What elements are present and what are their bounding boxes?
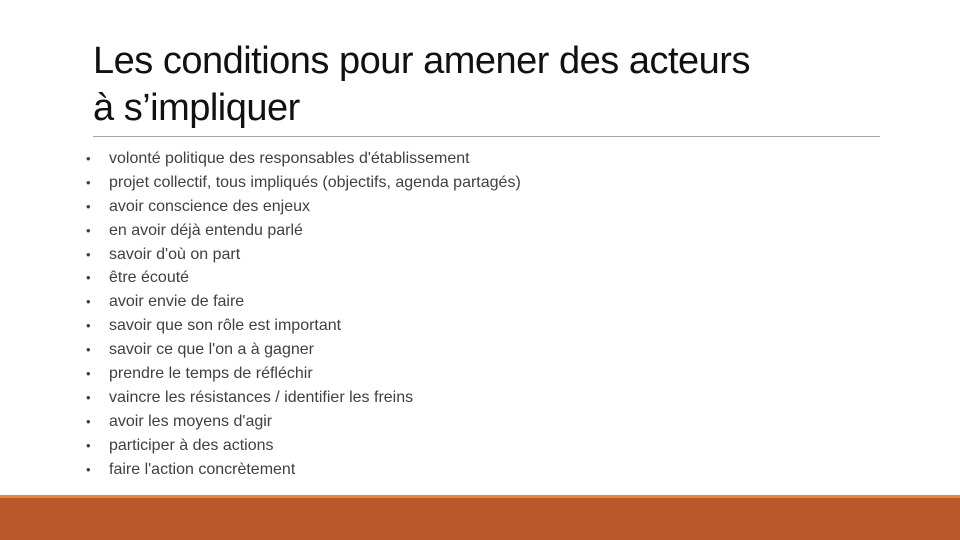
bullet-icon: • — [86, 389, 91, 405]
footer-band — [0, 498, 960, 540]
list-item — [86, 246, 521, 270]
list-item — [86, 269, 521, 293]
title-divider — [93, 136, 880, 137]
bullet-icon: • — [86, 151, 91, 166]
list-item-text: participer à des actions — [109, 436, 274, 454]
bullet-icon: • — [86, 270, 91, 286]
list-item-text: être écouté — [109, 269, 190, 287]
bullet-icon: • — [86, 222, 91, 238]
list-item — [86, 413, 521, 437]
bullet-icon: • — [86, 174, 91, 190]
list-item — [86, 461, 521, 485]
list-item — [86, 317, 521, 341]
list-item-text: savoir que son rôle est important — [109, 317, 342, 335]
list-item — [86, 389, 521, 413]
list-item — [86, 293, 521, 317]
slide-title — [93, 38, 893, 132]
list-item-text: faire l'action concrètement — [109, 460, 296, 478]
list-item-text: savoir ce que l'on a à gagner — [109, 341, 314, 359]
list-item-text: avoir conscience des enjeux — [109, 197, 311, 215]
list-item-text: en avoir déjà entendu parlé — [109, 221, 303, 239]
bullet-icon: • — [86, 294, 91, 310]
bullet-icon: • — [86, 366, 91, 382]
bullet-icon: • — [86, 342, 91, 358]
list-item-text: savoir d'où on part — [109, 245, 241, 263]
list-item — [86, 341, 521, 365]
list-item-text: prendre le temps de réfléchir — [109, 365, 313, 383]
list-item — [86, 222, 521, 246]
list-item — [86, 365, 521, 389]
bullet-list — [86, 150, 521, 484]
list-item-text: projet collectif, tous impliqués (objectifs, agenda partagés) — [109, 173, 521, 191]
list-item-text: volonté politique des responsables d'établissement — [109, 150, 470, 167]
list-item-text: avoir les moyens d'agir — [109, 412, 273, 430]
bullet-icon: • — [86, 413, 91, 429]
list-item-text: avoir envie de faire — [109, 293, 245, 311]
list-item — [86, 174, 521, 198]
bullet-icon: • — [86, 437, 91, 453]
bullet-icon: • — [86, 198, 91, 214]
title-line-2: à s’impliquer — [93, 87, 300, 129]
bullet-icon: • — [86, 246, 91, 262]
bullet-icon: • — [86, 318, 91, 334]
list-item — [86, 150, 521, 174]
title-line-1: Les conditions pour amener des acteurs — [93, 40, 750, 82]
list-item — [86, 198, 521, 222]
list-item — [86, 437, 521, 461]
bullet-icon: • — [86, 461, 91, 477]
list-item-text: vaincre les résistances / identifier les freins — [109, 388, 414, 406]
